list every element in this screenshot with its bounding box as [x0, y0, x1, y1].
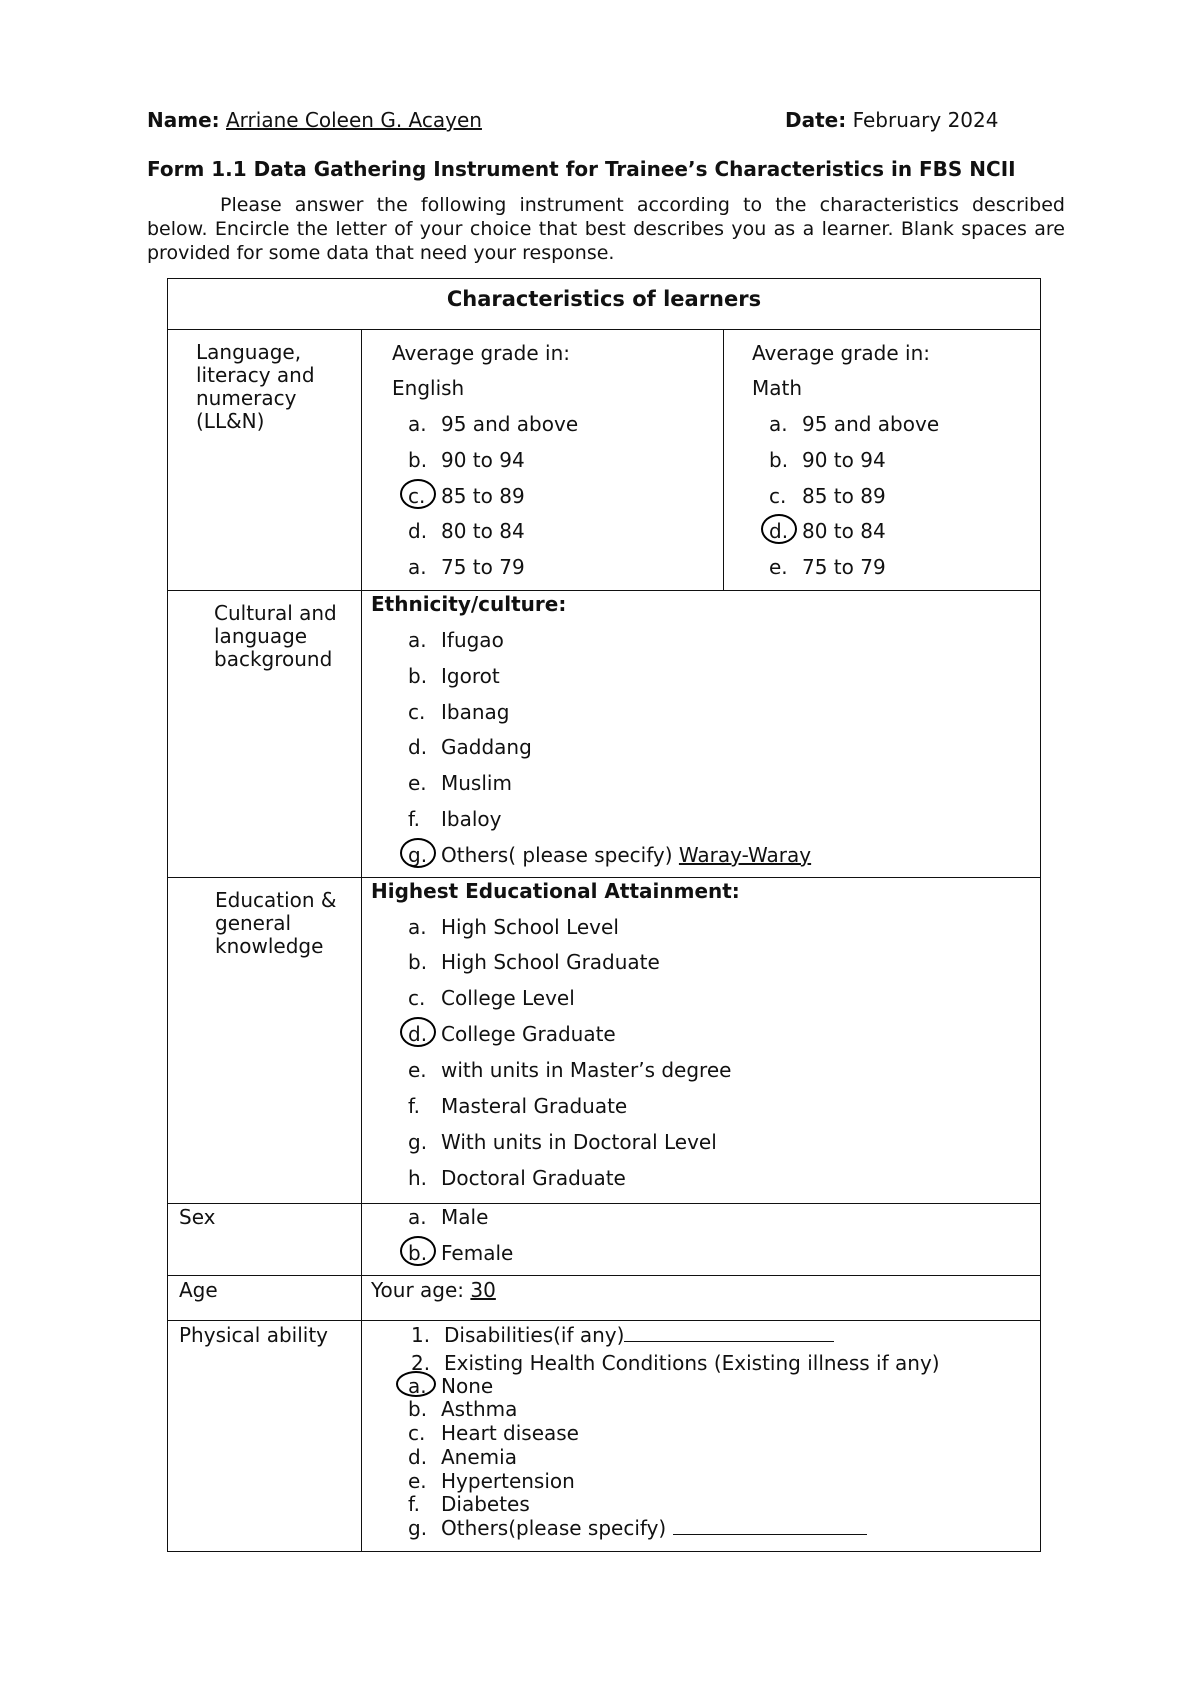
date-line — [785, 108, 998, 132]
disabilities-blank[interactable] — [624, 1323, 834, 1342]
education-option-h[interactable]: h. Doctoral Graduate — [408, 1166, 626, 1190]
culture-label: Cultural and language background — [214, 601, 337, 671]
culture-option-a[interactable]: a. Ifugao — [408, 628, 504, 652]
math-option-b[interactable]: b. 90 to 94 — [769, 448, 886, 472]
math-subject: Math — [752, 376, 803, 400]
physical-label: Physical ability — [179, 1323, 329, 1347]
date-label: Date: — [785, 108, 847, 132]
column-divider — [723, 329, 724, 590]
row-divider — [168, 1203, 1040, 1204]
name-value[interactable]: Arriane Coleen G. Acayen — [226, 108, 482, 132]
selection-circle — [400, 1017, 436, 1047]
education-option-d[interactable]: d. College Graduate — [408, 1022, 616, 1046]
sex-option-a[interactable]: a. Male — [408, 1205, 489, 1229]
selection-circle — [396, 1371, 436, 1397]
culture-option-d[interactable]: d. Gaddang — [408, 735, 532, 759]
others-specify-blank[interactable] — [673, 1516, 867, 1535]
sex-label: Sex — [179, 1205, 216, 1229]
health-option-a[interactable]: a. None — [408, 1374, 493, 1398]
age-field — [371, 1278, 496, 1302]
culture-option-b[interactable]: b. Igorot — [408, 664, 500, 688]
health-option-b[interactable]: b. Asthma — [408, 1397, 518, 1421]
education-option-f[interactable]: f. Masteral Graduate — [408, 1094, 628, 1118]
math-title: Average grade in: — [752, 341, 930, 365]
name-label: Name: — [147, 108, 220, 132]
education-option-a[interactable]: a. High School Level — [408, 915, 619, 939]
math-option-a[interactable]: a. 95 and above — [769, 412, 940, 436]
selection-circle — [400, 838, 436, 868]
row-divider — [168, 329, 1040, 330]
math-option-c[interactable]: c. 85 to 89 — [769, 484, 886, 508]
education-option-b[interactable]: b. High School Graduate — [408, 950, 660, 974]
education-label: Education & general knowledge — [215, 888, 337, 958]
row-divider — [168, 877, 1040, 878]
characteristics-table — [167, 278, 1041, 1552]
name-line — [147, 108, 482, 132]
health-option-e[interactable]: e. Hypertension — [408, 1469, 575, 1493]
age-value[interactable]: 30 — [470, 1278, 496, 1302]
row-divider — [168, 590, 1040, 591]
age-prompt: Your age: — [371, 1278, 465, 1302]
selection-circle — [400, 1236, 436, 1266]
physical-item-2: 2. Existing Health Conditions (Existing illness if any) — [411, 1351, 940, 1375]
english-option-b[interactable]: b. 90 to 94 — [408, 448, 525, 472]
education-option-g[interactable]: g. With units in Doctoral Level — [408, 1130, 717, 1154]
health-option-g[interactable]: g. Others(please specify) — [408, 1516, 867, 1540]
health-option-c[interactable]: c. Heart disease — [408, 1421, 579, 1445]
sex-option-b[interactable]: b. Female — [408, 1241, 513, 1265]
english-title: Average grade in: — [392, 341, 570, 365]
culture-title: Ethnicity/culture: — [371, 592, 567, 616]
english-subject: English — [392, 376, 465, 400]
culture-option-c[interactable]: c. Ibanag — [408, 700, 510, 724]
culture-option-e[interactable]: e. Muslim — [408, 771, 512, 795]
english-option-c[interactable]: c. 85 to 89 — [408, 484, 525, 508]
education-option-e[interactable]: e. with units in Master’s degree — [408, 1058, 732, 1082]
culture-option-g[interactable]: g. Others( please specify) Waray-Waray — [408, 843, 811, 867]
llen-label: Language, literacy and numeracy (LL&N) — [196, 340, 315, 433]
culture-option-f[interactable]: f. Ibaloy — [408, 807, 502, 831]
form-title: Form 1.1 Data Gathering Instrument for Trainee’s Characteristics in FBS NCII — [147, 157, 1016, 181]
english-option-d[interactable]: d. 80 to 84 — [408, 519, 525, 543]
date-value[interactable]: February 2024 — [852, 108, 999, 132]
math-option-e[interactable]: e. 75 to 79 — [769, 555, 886, 579]
others-answer[interactable]: Waray-Waray — [678, 843, 812, 867]
row-divider — [168, 1320, 1040, 1321]
row-divider — [168, 1275, 1040, 1276]
education-title: Highest Educational Attainment: — [371, 879, 740, 903]
education-option-c[interactable]: c. College Level — [408, 986, 575, 1010]
english-option-e[interactable]: a. 75 to 79 — [408, 555, 525, 579]
selection-circle — [400, 479, 436, 509]
age-label: Age — [179, 1278, 218, 1302]
table-heading: Characteristics of learners — [446, 287, 762, 311]
instructions-text: Please answer the following instrument according to the characteristics described below. Encircle the letter of your choice that best describes you as a learner. Blank spaces are provided for some data that need your response. — [147, 194, 1065, 264]
selection-circle — [761, 514, 797, 544]
instructions — [147, 193, 1065, 265]
math-option-d[interactable]: d. 80 to 84 — [769, 519, 886, 543]
english-option-a[interactable]: a. 95 and above — [408, 412, 579, 436]
column-divider — [361, 329, 362, 1551]
physical-item-1[interactable]: 1. Disabilities(if any) — [411, 1323, 834, 1347]
health-option-f[interactable]: f. Diabetes — [408, 1492, 530, 1516]
health-option-d[interactable]: d. Anemia — [408, 1445, 517, 1469]
